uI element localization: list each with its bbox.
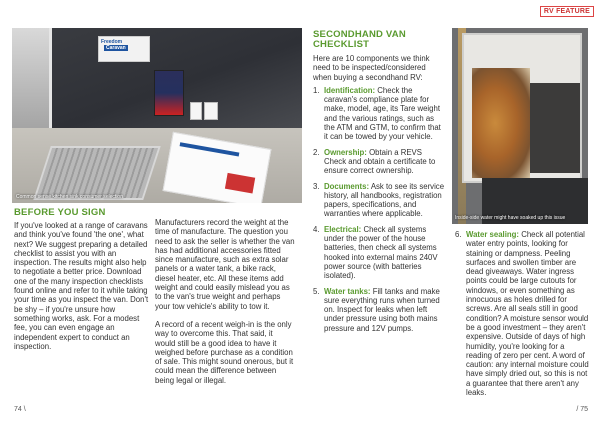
item-number: 3.: [313, 181, 320, 191]
item-text: Check all potential water entry points, looking for staining or dampness. Peeling surfaces and swollen timber are dead giveaways. Water ingress points could be large cutouts for windows, or even something as innocuous as holes drilled for screws. Are all seals still in good condition? A moisture sensor would be a good investment – they aren't expensive. Outside of days of high humidity, you're looking for a reading of zero per cent. A word of caution: any internal moisture could have simply dried out, so this is not a guarantee that there aren't any leaks.: [466, 230, 589, 398]
item-term: Water sealing:: [466, 230, 520, 239]
photo-caption-right: Inside-side water might have soaked up this issue: [455, 215, 566, 221]
checklist-item: [313, 287, 445, 333]
feature-tag: RV FEATURE: [540, 6, 594, 17]
item-number: 2.: [313, 147, 320, 157]
water-damage: [472, 68, 530, 178]
item-term: Ownership:: [324, 147, 367, 157]
checklist-item: [313, 182, 445, 219]
kitchen-photo: [12, 28, 302, 203]
kitchen-sink: [33, 146, 161, 200]
item-term: Electrical:: [324, 224, 362, 234]
weight-column: [155, 218, 295, 385]
item-text: Fill tanks and make sure everything runs when turned on. Inspect for leaks when left under pressure using both mains pressure and 12V pumps.: [324, 286, 440, 333]
brand-sticker-text: Freedom: [101, 39, 123, 45]
weight-paragraph-1: Manufacturers record the weight at the time of manufacture. The question you need to ask the seller is whether the van has had additional accessories fitted since manufacture, such as extra solar panels or a water tank, a bike rack, diesel heater, etc. All these items add weight and could easily mislead you as to the van's true weight and perhaps your tow vehicle's ability to tow it.: [155, 218, 295, 311]
item-number: 1.: [313, 85, 320, 95]
brand-sticker-tag: Caravan: [106, 45, 126, 51]
van-exterior-photo: [452, 28, 588, 224]
before-you-sign-text: If you've looked at a range of caravans and think you've found 'the one', what next? We suggest preparing a detailed checklist to assist you with an inspection. The results might also help to negotiate a better price. Download one of the many inspection checklists found online and refer to it while taking your time as you inspect the van. Don't be shy – if you're unsure how something works, ask. For a modest fee, you can even engage an independent expert to conduct an inspection.: [14, 221, 149, 351]
power-outlet: [204, 102, 218, 120]
checklist-column: [313, 30, 445, 339]
power-switch: [190, 102, 202, 120]
before-you-sign-heading: BEFORE YOU SIGN: [14, 207, 106, 218]
item-text: Obtain a REVS Check and obtain a certificate to ensure correct ownership.: [324, 147, 436, 176]
photo-caption-left: Common sense kitchen sink consumer selection: [16, 194, 123, 200]
checklist-list: [313, 86, 445, 333]
item-text: Check all systems under the power of the house batteries, then check all systems hooked into external mains 240V power source (with batteries isolated).: [324, 224, 438, 281]
item-text: Ask to see its service history, all handbooks, registration papers, specifications, and warranties where applicable.: [324, 181, 445, 219]
checklist-intro: Here are 10 components we think need to be inspected/considered when buying a secondhand RV:: [313, 54, 430, 82]
weight-paragraph-2: A record of a recent weigh-in is the only way to overcome this. That said, it would still be a good idea to have it weighed before purchase as a condition of sale. This might sound onerous, but it could mean the difference between being legal or illegal.: [155, 319, 294, 385]
item-number: 6.: [455, 230, 462, 239]
checklist-item: [313, 86, 445, 142]
checklist-heading: SECONDHAND VAN CHECKLIST: [313, 29, 406, 50]
info-sticker: [154, 70, 184, 116]
checklist-list-continued: [455, 230, 589, 397]
checklist-continued-column: [455, 230, 589, 397]
item-term: Documents:: [324, 181, 370, 191]
dark-panel: [530, 83, 580, 173]
item-term: Water tanks:: [324, 286, 371, 296]
checklist-item: [313, 225, 445, 281]
item-text: Check the caravan's compliance plate for make, model, age, its Tare weight and the various ratings, such as the ATM and GTM, to confirm that it can be towed by your vehicle.: [324, 85, 441, 142]
before-you-sign-column: [14, 207, 151, 351]
item-term: Identification:: [324, 85, 376, 95]
checklist-item: [313, 148, 445, 176]
brand-sticker: [98, 36, 150, 62]
page-number-left: 74 \: [14, 406, 26, 413]
item-number: 5.: [313, 286, 320, 296]
page-number-right: / 75: [576, 406, 588, 413]
checklist-item: [455, 230, 589, 397]
item-number: 4.: [313, 224, 320, 234]
